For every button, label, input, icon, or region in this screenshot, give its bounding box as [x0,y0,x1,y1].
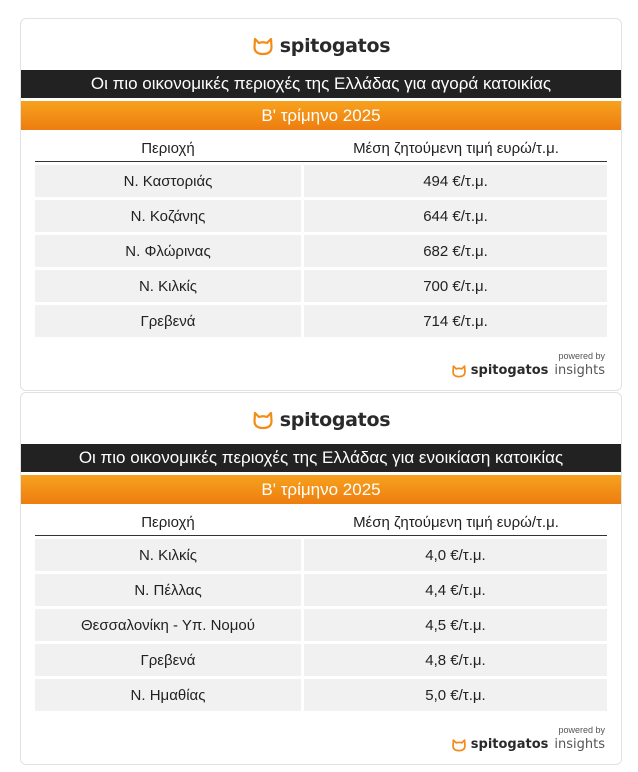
table-title: Οι πιο οικονομικές περιοχές της Ελλάδας για αγορά κατοικίας [21,70,621,98]
cat-logo-icon [252,36,274,56]
header-price: Μέση ζητούμενη τιμή ευρώ/τ.μ. [353,140,559,157]
price-cell: 644 €/τ.μ. [304,200,607,232]
area-cell: Ν. Κοζάνης [35,200,301,232]
price-cell: 5,0 €/τ.μ. [304,679,607,711]
table-row [35,679,607,711]
table-row [35,609,607,641]
powered-by-badge [451,351,605,378]
brand-name: spitogatos [279,35,391,57]
powered-by-text: powered by [558,725,605,735]
table-row [35,270,607,302]
area-cell: Ν. Κιλκίς [35,539,301,571]
insights-logo [451,363,605,378]
area-cell: Γρεβενά [35,305,301,337]
area-cell: Ν. Φλώρινας [35,235,301,267]
table-row [35,574,607,606]
insights-logo [451,737,605,752]
table-row [35,235,607,267]
insights-brand: spitogatos [470,737,549,752]
price-cell: 714 €/τ.μ. [304,305,607,337]
header-area: Περιοχή [141,514,195,531]
table-row [35,539,607,571]
table-row [35,200,607,232]
table-row [35,305,607,337]
header-price: Μέση ζητούμενη τιμή ευρώ/τ.μ. [353,514,559,531]
area-cell: Θεσσαλονίκη - Υπ. Νομού [35,609,301,641]
price-cell: 494 €/τ.μ. [304,165,607,197]
brand-logo [21,35,621,57]
table-header [35,510,607,536]
price-table [35,136,607,337]
price-cell: 4,0 €/τ.μ. [304,539,607,571]
price-cell: 4,4 €/τ.μ. [304,574,607,606]
insights-brand: spitogatos [470,363,549,378]
powered-by-badge [451,725,605,752]
insights-suffix: insights [554,737,605,752]
area-cell: Ν. Καστοριάς [35,165,301,197]
table-title: Οι πιο οικονομικές περιοχές της Ελλάδας για ενοικίαση κατοικίας [21,444,621,472]
period-label: Β' τρίμηνο 2025 [21,101,621,130]
price-cell: 4,5 €/τ.μ. [304,609,607,641]
brand-name: spitogatos [279,409,391,431]
header-area: Περιοχή [141,140,195,157]
area-cell: Ν. Ημαθίας [35,679,301,711]
cat-logo-icon [451,364,467,378]
table-row [35,644,607,676]
cat-logo-icon [252,410,274,430]
rental-card [20,392,622,765]
purchase-card [20,18,622,391]
price-cell: 4,8 €/τ.μ. [304,644,607,676]
table-row [35,165,607,197]
area-cell: Γρεβενά [35,644,301,676]
price-cell: 682 €/τ.μ. [304,235,607,267]
powered-by-text: powered by [558,351,605,361]
area-cell: Ν. Κιλκίς [35,270,301,302]
table-header [35,136,607,162]
cat-logo-icon [451,738,467,752]
brand-logo [21,409,621,431]
period-label: Β' τρίμηνο 2025 [21,475,621,504]
price-cell: 700 €/τ.μ. [304,270,607,302]
price-table [35,510,607,711]
insights-suffix: insights [554,363,605,378]
area-cell: Ν. Πέλλας [35,574,301,606]
